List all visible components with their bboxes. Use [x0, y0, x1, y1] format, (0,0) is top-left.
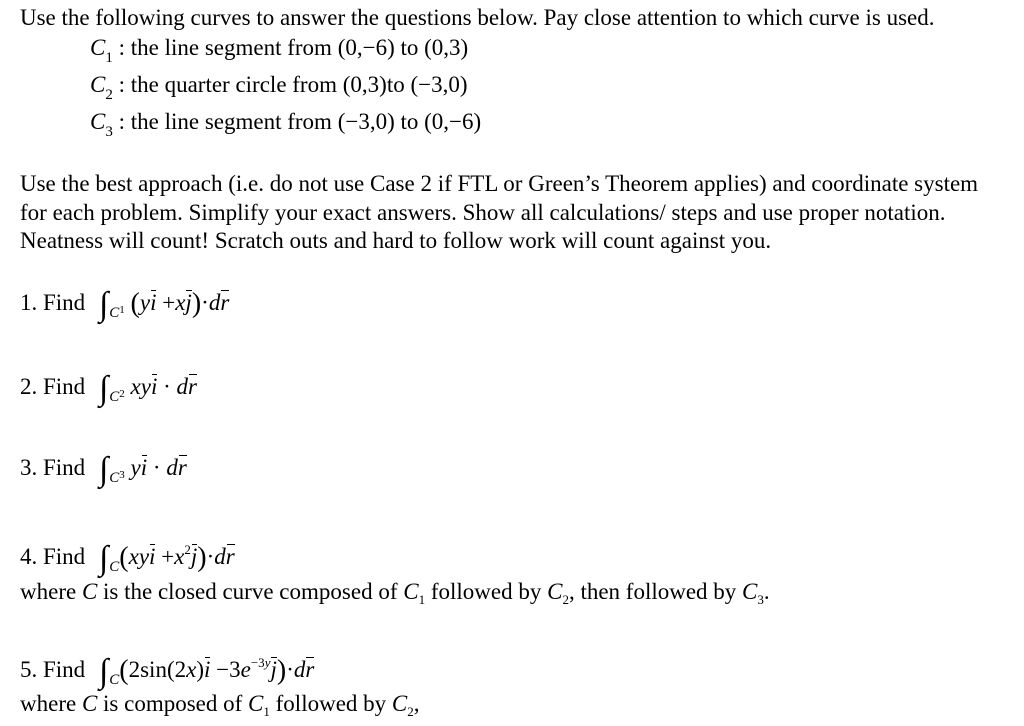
- curve-c1-subscript: 1: [105, 50, 113, 66]
- curve-c3-to: (0,−6): [424, 109, 482, 134]
- var-x: x: [175, 290, 186, 315]
- integral-sign: ∫: [98, 540, 109, 577]
- intro-text: Use the following curves to answer the questions below. Pay close attention to which curve is used.: [20, 5, 935, 30]
- curve-c3-desc: the line segment from: [130, 109, 332, 134]
- curve-c2-definition: [90, 71, 468, 109]
- dot-operator: ·: [152, 455, 161, 480]
- dot-operator: ·: [201, 290, 209, 315]
- curve-c2-desc: the quarter circle from: [130, 72, 337, 97]
- exponent-neg3: −3: [250, 655, 265, 670]
- integral-sign: ∫: [98, 286, 109, 323]
- curve-c2-symbol: C: [90, 72, 106, 97]
- note-where: where: [20, 579, 77, 604]
- integral-sign: ∫: [98, 370, 109, 407]
- colon: :: [118, 72, 125, 97]
- lparen: (: [130, 288, 140, 319]
- curve-c2-to-word: to: [386, 72, 405, 97]
- note-end: .: [763, 579, 770, 604]
- note-where: where: [20, 691, 77, 716]
- note-mid: is the closed curve composed of: [103, 579, 398, 604]
- problem-3: [20, 453, 187, 493]
- integral-sign: ∫: [98, 653, 109, 690]
- curve-c1-definition: [90, 34, 468, 72]
- note-followed: followed by: [275, 691, 387, 716]
- rparen: ): [191, 288, 202, 319]
- vector-j: j: [270, 655, 276, 685]
- curve-c1-desc: the line segment from: [130, 35, 332, 60]
- var-d: d: [214, 544, 226, 569]
- note-curve: C: [81, 579, 98, 604]
- problem-2-find: Find: [43, 374, 86, 399]
- coef-3: 3: [229, 657, 241, 682]
- var-x: x: [186, 657, 197, 682]
- problem-3-curve-sub: 3: [119, 469, 125, 481]
- var-d: d: [176, 374, 189, 399]
- note-c2: C: [547, 579, 563, 604]
- note-c1: C: [248, 691, 264, 716]
- var-d: d: [208, 290, 221, 315]
- plus-sign: +: [162, 290, 176, 315]
- problem-5-curve: C: [109, 672, 120, 688]
- curve-c2-from: (0,3): [342, 72, 387, 97]
- sin-text: sin(2: [140, 657, 187, 682]
- vector-i: i: [141, 453, 147, 483]
- exponent-2: 2: [184, 542, 191, 557]
- note-c1-sub: 1: [263, 704, 270, 719]
- vector-r: r: [226, 542, 235, 572]
- exponent-y: y: [264, 655, 271, 670]
- var-d: d: [166, 455, 178, 480]
- vector-i: i: [149, 542, 155, 572]
- var-x: x: [130, 374, 141, 399]
- problem-3-curve: C: [109, 470, 120, 486]
- rparen: ): [197, 542, 207, 573]
- note-c3-sub: 3: [757, 592, 764, 607]
- problem-2-curve-sub: 2: [119, 388, 125, 400]
- curve-c1-to: (0,3): [424, 35, 469, 60]
- integral-sign: ∫: [98, 451, 109, 488]
- note-c1: C: [403, 579, 419, 604]
- problem-1-find: Find: [43, 290, 86, 315]
- dot-operator: ·: [206, 544, 215, 569]
- vector-r: r: [305, 655, 314, 685]
- vector-i: i: [150, 288, 156, 318]
- problem-3-find: Find: [43, 455, 86, 480]
- vector-i: i: [204, 655, 210, 685]
- problem-4: [20, 535, 235, 582]
- var-e: e: [240, 657, 251, 682]
- lparen: (: [119, 542, 129, 573]
- vector-r: r: [220, 288, 229, 318]
- colon: :: [118, 35, 125, 60]
- var-y: y: [130, 455, 141, 480]
- var-x: x: [174, 544, 185, 569]
- var-d: d: [293, 657, 306, 682]
- var-y: y: [139, 290, 151, 315]
- problem-5-find: Find: [43, 657, 86, 682]
- note-c2: C: [391, 691, 408, 716]
- problem-1-curve-sub: 1: [119, 304, 125, 316]
- problem-2-curve: C: [109, 389, 120, 405]
- vector-r: r: [188, 372, 197, 402]
- vector-r: r: [178, 453, 187, 483]
- lparen: (: [119, 655, 129, 686]
- problem-5: [20, 648, 314, 695]
- var-y: y: [140, 374, 151, 399]
- problem-4-number: 4.: [20, 544, 38, 569]
- note-then: , then followed by: [568, 579, 737, 604]
- problem-1: [20, 288, 229, 328]
- rparen: ): [276, 655, 287, 686]
- problem-4-curve: C: [109, 559, 120, 575]
- vector-j: j: [185, 288, 191, 318]
- curve-c3-to-word: to: [400, 109, 419, 134]
- curve-c1-from: (0,−6): [337, 35, 395, 60]
- sin-close: ): [196, 657, 204, 682]
- dot-operator: ·: [163, 374, 171, 399]
- curve-c1-to-word: to: [400, 35, 419, 60]
- problem-1-number: 1.: [20, 290, 38, 315]
- problem-4-note: [20, 578, 770, 614]
- instructions-paragraph: Use the best approach (i.e. do not use Case 2 if FTL or Green’s Theorem applies) and coordinate system for each problem. Simplify your exact answers. Show all calculations/ steps and use proper notation. Neatness will count! Scratch outs and hard to follow work will count against you.: [20, 171, 979, 253]
- note-followed: followed by: [430, 579, 542, 604]
- curve-c3-definition: [90, 108, 481, 146]
- vector-j: j: [191, 542, 197, 572]
- problem-4-find: Find: [43, 544, 86, 569]
- var-x: x: [128, 544, 139, 569]
- curve-c3-subscript: 3: [105, 124, 113, 140]
- curve-c2-subscript: 2: [105, 87, 113, 103]
- problem-1-curve: C: [109, 305, 120, 321]
- note-c1-sub: 1: [418, 592, 426, 607]
- problem-2: [20, 372, 197, 412]
- note-curve: C: [81, 691, 98, 716]
- problem-5-number: 5.: [20, 657, 38, 682]
- minus-sign: −: [216, 657, 230, 682]
- var-y: y: [138, 544, 150, 569]
- curve-c1-symbol: C: [90, 35, 106, 60]
- note-c3: C: [742, 579, 758, 604]
- dot-operator: ·: [286, 657, 294, 682]
- note-c2-sub: 2: [562, 592, 569, 607]
- vector-i: i: [151, 372, 157, 402]
- curve-c3-from: (−3,0): [337, 109, 395, 134]
- note-mid: is composed of: [103, 691, 243, 716]
- plus-sign: +: [161, 544, 175, 569]
- problem-5-note: [20, 690, 420, 726]
- note-end: ,: [413, 691, 420, 716]
- curve-c3-symbol: C: [90, 109, 106, 134]
- problem-3-number: 3.: [20, 455, 38, 480]
- note-c2-sub: 2: [407, 704, 414, 719]
- coef-2: 2: [128, 657, 141, 682]
- colon: :: [118, 109, 125, 134]
- problem-2-number: 2.: [20, 374, 38, 399]
- curve-c2-to: (−3,0): [410, 72, 468, 97]
